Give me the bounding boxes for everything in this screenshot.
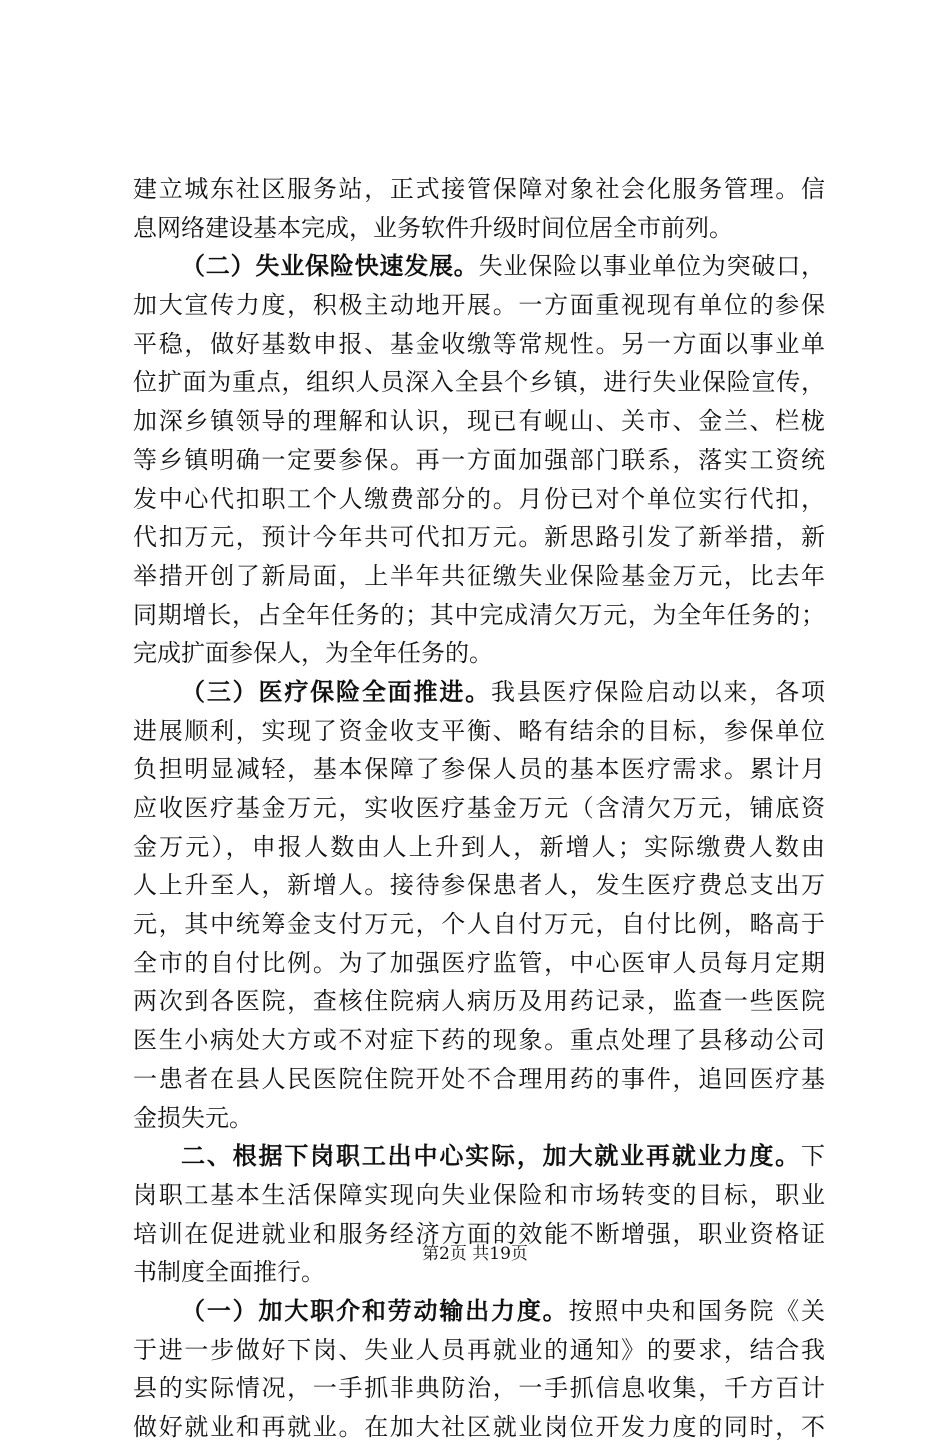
line-text: 做好就业和再就业。在加大社区就业岗位开发力度的同时，不 [133,1413,825,1441]
line-text: 全市的自付比例。为了加强医疗监管，中心医审人员每月定期 [133,948,825,977]
line-text: 下 [801,1142,825,1171]
text-line [133,402,825,441]
line-text: 岗职工基本生活保障实现向失业保险和市场转变的目标，职业 [133,1180,825,1209]
text-line [133,673,825,712]
text-line [133,828,825,867]
text-line [133,905,825,944]
line-text: 元，其中统筹金支付万元，个人自付万元，自付比例，略高于 [133,910,825,939]
page-footer: 第2页 共19页 [422,1244,528,1264]
line-text: 进展顺利，实现了资金收支平衡、略有结余的目标，参保单位 [133,716,825,745]
line-text: 代扣万元，预计今年共可代扣万元。新思路引发了新举措，新 [133,523,825,552]
text-line [133,247,825,286]
line-text: 两次到各医院，查核住院病人病历及用药记录，监查一些医院 [133,987,825,1016]
line-text: 金损失元。 [133,1103,253,1132]
text-line [133,518,825,557]
text-line [133,209,825,248]
text-line [133,480,825,519]
text-line [133,789,825,828]
line-text: 失业保险以事业单位为突破口， [478,252,826,281]
line-text: 发中心代扣职工个人缴费部分的。月份已对个单位实行代扣， [133,484,825,513]
section-heading: （一）加大职介和劳动输出力度。 [181,1295,569,1325]
line-text: 平稳，做好基数申报、基金收缴等常规性。另一方面以事业单 [133,329,825,358]
text-line [133,1331,825,1370]
line-text: 同期增长，占全年任务的；其中完成清欠万元，为全年任务的； [133,600,825,629]
text-line [133,170,825,209]
section-heading: （二）失业保险快速发展。 [181,251,479,281]
text-line [133,866,825,905]
text-line [133,1408,825,1447]
text-line [133,1021,825,1060]
text-line [133,1292,825,1331]
line-text: 医生小病处大方或不对症下药的现象。重点处理了县移动公司 [133,1026,825,1055]
line-text: 培训在促进就业和服务经济方面的效能不断增强，职业资格证 [133,1219,825,1248]
line-text: 金万元），申报人数由人上升到人，新增人；实际缴费人数由 [133,832,825,861]
line-text: 完成扩面参保人，为全年任务的。 [133,639,493,668]
line-text: 加大宣传力度，积极主动地开展。一方面重视现有单位的参保 [133,291,825,320]
text-line [133,1060,825,1099]
line-text: 举措开创了新局面，上半年共征缴失业保险基金万元，比去年 [133,561,825,590]
line-text: 应收医疗基金万元，实收医疗基金万元（含清欠万元，铺底资 [133,794,825,822]
line-text: 一患者在县人民医院住院开处不合理用药的事件，追回医疗基 [133,1064,825,1093]
line-text: 县的实际情况，一手抓非典防治，一手抓信息收集，千方百计 [133,1374,825,1403]
text-line [133,557,825,596]
line-text: 于进一步做好下岗、失业人员再就业的通知》的要求，结合我 [133,1335,825,1364]
line-text: 位扩面为重点，组织人员深入全县个乡镇，进行失业保险宣传， [133,368,825,397]
text-line [133,982,825,1021]
text-line [133,1099,825,1138]
line-text: 加深乡镇领导的理解和认识，现已有岘山、关市、金兰、栏栊 [133,407,825,436]
text-line [133,944,825,983]
section-heading: 二、根据下岗职工出中心实际，加大就业再就业力度。 [181,1141,801,1171]
text-line [133,1137,825,1176]
line-text: 书制度全面推行。 [133,1258,325,1287]
line-text: 息网络建设基本完成，业务软件升级时间位居全市前列。 [133,213,733,242]
text-line [133,1176,825,1215]
text-line [133,750,825,789]
line-text: 我县医疗保险启动以来，各项 [491,677,825,706]
line-text: 按照中央和国务院《关 [568,1296,825,1325]
text-line [133,596,825,635]
line-text: 负担明显减轻，基本保障了参保人员的基本医疗需求。累计月 [133,755,825,784]
text-line [133,712,825,751]
text-line [133,441,825,480]
line-text: 等乡镇明确一定要参保。再一方面加强部门联系，落实工资统 [133,445,825,474]
text-line [133,634,825,673]
section-heading: （三）医疗保险全面推进。 [181,676,491,706]
text-line [133,363,825,402]
text-line [133,286,825,325]
text-line [133,1369,825,1408]
text-line [133,325,825,364]
line-text: 人上升至人，新增人。接待参保患者人，发生医疗费总支出万 [133,871,825,900]
line-text: 建立城东社区服务站，正式接管保障对象社会化服务管理。信 [133,175,825,203]
